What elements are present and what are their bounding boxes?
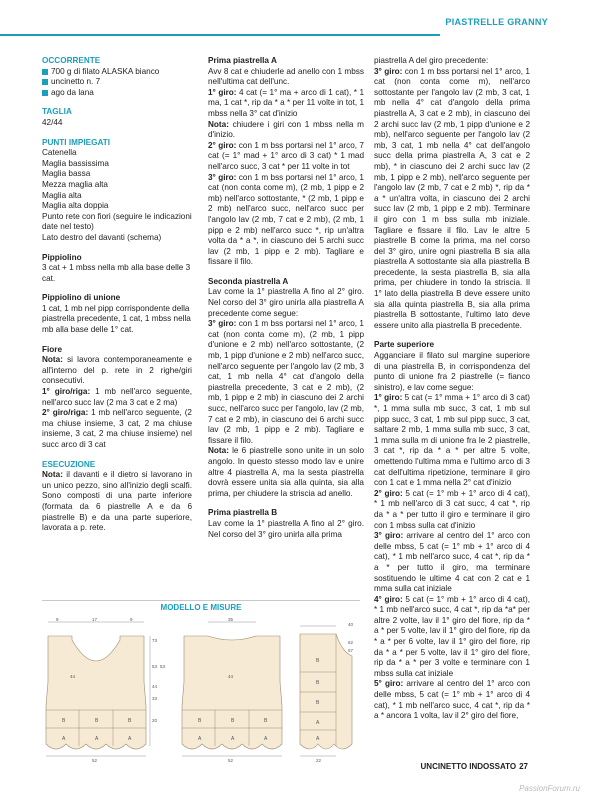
side-outline	[300, 634, 352, 749]
occorrente-item: 700 g di filato ALASKA bianco	[42, 67, 192, 78]
front-outline	[46, 636, 146, 749]
page-header	[0, 0, 590, 36]
modello-heading: MODELLO E MISURE	[42, 600, 360, 612]
seconda-a-nota: Nota: le 6 piastrelle sono unite in un solo angolo. In questo stesso modo lav e unire altre 4 piastrella A, ma la sesta piastrella dovrà essere unita sia alla quinta, sia alla prima, per chiudere la striscia ad anello.	[208, 446, 364, 498]
punti-item: Maglia alta doppia	[42, 201, 109, 211]
tile-label: B	[231, 718, 235, 724]
side-piece	[300, 622, 354, 762]
tile-label: B	[316, 658, 320, 664]
measure-label: 53	[160, 664, 166, 669]
punti-item: Mezza maglia alta	[42, 179, 108, 189]
seconda-piastrella-a-heading: Seconda piastrella A	[208, 276, 289, 286]
punti-item: Maglia bassa	[42, 169, 91, 179]
fiore-giro-1: 1° giro/riga: 1 mb nell'arco seguente, nell'arco succ lav (2 ma 3 cat e 2 ma)	[42, 387, 192, 407]
pippiolino-text: 3 cat + 1 mbss nella mb alla base delle 3 cat.	[42, 263, 191, 283]
seconda-a-intro: Lav come la 1° piastrella A fino al 2° giro. Nel corso del 3° giro unirla alla piastrella A precedente come segue:	[208, 287, 364, 318]
tile-label: A	[95, 736, 99, 742]
prima-a-intro: Avv 8 cat e chiuderle ad anello con 1 mbss nell'ultima cat dell'unc.	[208, 66, 364, 87]
measure-label: 40	[348, 622, 354, 627]
punti-item: Punto rete con fiori (seguire le indicazioni date nel testo)	[42, 211, 192, 232]
punti-item: Catenella	[42, 148, 77, 158]
parte-superiore-giro-3: 3° giro: arrivare al centro del 1° arco con delle mbss, 5 cat (= 1° mb + 1° arco di 4 cat), * 1 mb nell'arco succ, 4 cat *, rip da * a * per tutto il giro, ma terminare sostituendo le ultime 4 cat con 2 cat e 1 mma sulla cat iniziale	[374, 531, 530, 594]
taglia-heading: TAGLIA	[42, 107, 72, 117]
prima-b-continued: piastrella A del giro precedente:	[374, 56, 489, 65]
measure-label: 9	[56, 617, 59, 622]
prima-a-nota: Nota: chiudere i giri con 1 mbss nella m d'inizio.	[208, 119, 364, 140]
prima-a-giro-1: 1° giro: 4 cat (= 1° ma + arco di 1 cat), * 1 ma, 1 cat *, rip da * a * per 11 volte in tot, 1 mbss nella 3° cat d'inizio	[208, 87, 365, 118]
section-title: PIASTRELLE GRANNY	[445, 17, 548, 27]
occorrente-item: uncinetto n. 7	[42, 77, 192, 88]
tile-label: A	[198, 736, 202, 742]
measure-label: 35	[228, 617, 234, 622]
punti-item: Lato destro del davanti (schema)	[42, 232, 162, 242]
measure-label: 17	[92, 617, 98, 622]
punti-item: Maglia alta	[42, 190, 82, 200]
measure-label: 44	[152, 684, 158, 689]
parte-superiore-giro-2: 2° giro: 5 cat (= 1° mb + 1° arco di 4 cat), * 1 mb nell'arco di 3 cat succ, 4 cat *, rip da * a * per tutto il giro e terminare il giro con 1 mbss sulla cat d'inizio	[374, 488, 530, 530]
back-outline	[182, 636, 282, 749]
parte-superiore-intro: Agganciare il filato sul margine superiore di una piastrella B, in corrispondenza del punto di unione fra 2 piastrelle (= fianco sinistro), e lav come segue:	[374, 351, 530, 392]
column-right	[374, 56, 530, 722]
pattern-schematic	[42, 612, 360, 762]
seconda-a-giro-3: 3° giro: con 1 m bss portarsi nel 1° arco, 1 cat (non conta come m), (2 mb, 1 pipp d'unione e 2 mb) nell'arco sottostante, (2 mb, 1 pipp d'unione e 2 mb) nell'arco succ, nell'arco seguente per l'angolo lav (2 mb, 3 cat, 1 mb nella 4° cat d'angolo della piastrella precedente, 3 cat e 2 mb), (2 mb, 1 pipp e 2 mb) in ciascuno dei 2 archi succ, nell'arco succ per l'angolo, lav (2 mb, 7 cat e 2 mb), in ciascuno dei 6 archi succ lav (2 mb, 1 pipp e 2 mb). Tagliare e fissare il filo.	[208, 319, 364, 445]
measure-label: 22	[316, 758, 322, 762]
tile-label: A	[128, 736, 132, 742]
measure-label: 53	[152, 664, 158, 669]
fiore-heading: Fiore	[42, 344, 63, 354]
tile-label: A	[264, 736, 268, 742]
parte-superiore-giro-1: 1° giro: 5 cat (= 1° mma + 1° arco di 3 cat) *, 1 mma sulla mb succ, 3 cat, 1 mb sul pipp succ, 3 cat, 1 mb sul pipp succ, 3 cat, saltare 2 mb, 1 mma sulla mb succ, 3 cat, 1 mma sulla m di unione fra le 2 piastrelle, 3 cat *, rip da * a * per altre 5 volte, omettendo l'ultima mma e l'ultimo arco di 3 cat dell'ultima ripetizione, terminare il giro con 1 cat e 1 mma nella 2° cat d'inizio	[374, 393, 530, 488]
column-middle	[208, 56, 364, 540]
tile-label: A	[62, 736, 66, 742]
tile-label: A	[316, 720, 320, 726]
page-footer	[421, 762, 528, 771]
tile-label: B	[316, 700, 320, 706]
measure-label: 57	[348, 648, 354, 653]
prima-piastrella-b-heading: Prima piastrella B	[208, 508, 278, 518]
tile-label: A	[231, 736, 235, 742]
prima-b-giro-3: 3° giro: con 1 m bss portarsi nel 1° arco, 1 cat (non conta come m), nell'arco sottostante per l'angolo lav (2 mb, 3 cat, 1 mb nella 4° cat d'angolo della prima piastrella A, 3 cat e 2 mb), in ciascuno dei 2 archi succ lav (2 mb, 1 pipp d'unione e 2 mb), nell'arco seguente per l'angolo lav (2 mb, 3 cat, 1 mb nella 4° cat dell'angolo succ della prima piastrella A, 3 cat e 2 mb), * in ciascuno dei 2 archi succ lav (2 mb, 1 pipp e 2 mb), nell'arco seguente per l'angolo lav (2 mb, 7 cat e 2 mb) *, rip da * a * un'altra volta, in ciascuno dei 2 archi succ lav (2 mb, 1 pipp e 2 mb). Terminare il giro con 1 m bss sulla mb iniziale. Tagliare e fissare il filo. Lav le altre 5 piastrelle B come la prima, ma nel corso del 3° giro, unire ogni piastrella B sia alla piastrella A sottostante sia alla piastrella B precedente, la sesta piastrella B, sia alla prima, per chiudere in tondo la striscia. Il 1° lato della piastrella B deve essere unito sia alla quinta piastrella B, sia alla prima piastrella B sottostante, l'ultimo lato deve essere unito alla piastrella B precedente.	[374, 66, 530, 330]
measure-label: 73	[152, 638, 158, 643]
pippiolino-unione-text: 1 cat, 1 mb nel pipp corrispondente della piastrella precedente, 1 cat, 1 mbss nella mb alla base delle 1° cat.	[42, 303, 191, 335]
measure-label: 33	[152, 696, 158, 701]
measure-label: 62	[348, 640, 354, 645]
tile-label: B	[198, 718, 202, 724]
pippiolino-unione-heading: Pippiolino di unione	[42, 293, 121, 303]
measure-label: 20	[152, 718, 158, 723]
prima-piastrella-a-heading: Prima piastrella A	[208, 56, 277, 65]
modello-e-misure	[42, 600, 360, 767]
tile-label: B	[95, 718, 99, 724]
page-number: 27	[519, 762, 528, 771]
measure-label: 52	[228, 758, 234, 762]
measure-label: 44	[70, 674, 76, 679]
parte-superiore-giro-4: 4° giro: 5 cat (= 1° mb + 1° arco di 4 cat), * 1 mb nell'arco succ, 4 cat *, rip da *a* per altre 2 volte, lav il 1° giro del fiore, rip da * a * per 5 volte, lav il 1° giro del fiore, rip da * a * per 6 volte, lav il 1° giro del fiore, rip da * a * per 5 volte, lav il 1° giro del fiore, rip da * a * per 3 volte e terminare con 1 mbss sulla cat iniziale	[374, 594, 530, 678]
front-piece	[46, 617, 158, 762]
esecuzione-nota: Nota: il davanti e il dietro si lavorano in un unico pezzo, sino all'inizio degli scalfi. Sono composti di una parte inferiore (formata da 6 piastrelle A e da 6 piastrelle B) e da una parte superiore, lavorata a p. rete.	[42, 470, 192, 533]
pippiolino-heading: Pippiolino	[42, 252, 82, 262]
tile-label: B	[128, 718, 132, 724]
punti-heading: PUNTI IMPIEGATI	[42, 137, 111, 147]
fiore-giro-2: 2° giro/riga: 1 mb nell'arco seguente, (2 ma chiuse insieme, 3 cat, 2 ma chiuse insieme, 3 cat, 2 ma chiuse insieme) nel succ arco di 3 cat	[42, 408, 192, 449]
watermark: PassionForum.ru	[519, 784, 580, 793]
prima-a-giro-3: 3° giro: con 1 m bss portarsi nel 1° arco, 1 cat (non conta come m), (2 mb, 1 pipp e 2 mb) nell'arco sottostante, * (2 mb, 1 pipp e 2 mb) nell'arco succ, nell'arco succ per l'angolo lav (2 mb, 7 cat e 2 mb), (2 mb, 1 pipp e 2 mb) nell'arco succ *, rip un'altra volta da * a *, in ciascuno dei 5 archi succ lav (2 mb, 1 pipp e 2 mb). Tagliare e fissare il filo.	[208, 172, 364, 267]
prima-b-intro: Lav come la 1° piastrella A fino al 2° giro. Nel corso del 3° giro unirla alla prima	[208, 518, 364, 539]
column-left	[42, 56, 192, 534]
tile-label: B	[62, 718, 66, 724]
esecuzione-heading: ESECUZIONE	[42, 459, 96, 469]
fiore-nota: Nota: si lavora contemporaneamente e all'interno del p. rete in 2 righe/giri consecutivi.	[42, 355, 192, 386]
parte-superiore-giro-5: 5° giro: arrivare al centro del 1° arco con delle mbss, 5 cat (= 1° mb + 1° arco di 4 cat), * 1 mb nell'arco succ, 4 cat *, rip da * a * ancora 1 volta, lav il 2° giro del fiore,	[374, 679, 530, 721]
magazine-name: UNCINETTO INDOSSATO	[420, 762, 517, 771]
occorrente-item: ago da lana	[42, 88, 192, 99]
taglia-value: 42/44	[42, 117, 63, 127]
parte-superiore-heading: Parte superiore	[374, 340, 435, 350]
measure-label: 9	[130, 617, 133, 622]
occorrente-heading: OCCORRENTE	[42, 56, 101, 65]
tile-label: B	[264, 718, 268, 724]
prima-a-giro-2: 2° giro: con 1 m bss portarsi nel 1° arco, 7 cat (= 1° mad + 1° arco di 3 cat) * 1 mad nell'arco succ, 3 cat * per 11 volte in tot	[208, 140, 364, 171]
measure-label: 44	[228, 674, 234, 679]
punti-item: Maglia bassissima	[42, 158, 109, 168]
back-piece	[160, 617, 282, 762]
tile-label: B	[316, 680, 320, 686]
tile-label: A	[316, 736, 320, 742]
measure-label: 52	[92, 758, 98, 762]
